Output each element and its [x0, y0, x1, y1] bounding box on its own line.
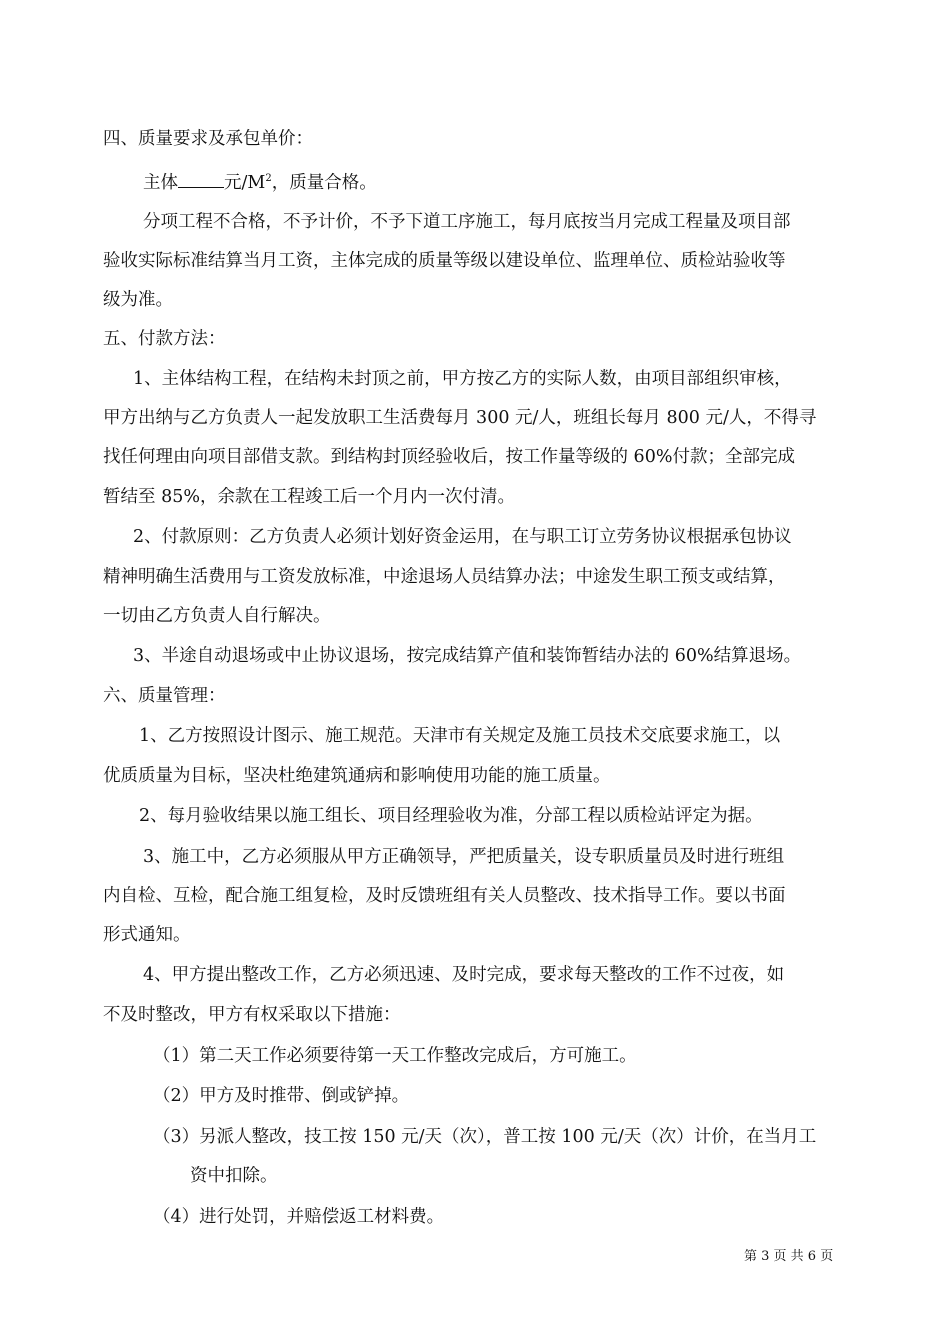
price-blank — [178, 170, 224, 188]
section6-measure: 资中扣除。 — [190, 1166, 278, 1186]
price-unit-sup: 2 — [265, 173, 272, 185]
section4-heading: 四、质量要求及承包单价： — [103, 129, 313, 149]
section4-para-line: 分项工程不合格，不予计价，不予下道工序施工，每月底按当月完成工程量及项目部 — [143, 212, 791, 232]
section6-measure: （1）第二天工作必须要待第一天工作整改完成后，方可施工。 — [153, 1046, 637, 1066]
section5-item1-line: 找任何理由向项目部借支款。到结构封顶经验收后，按工作量等级的 60%付款；全部完成 — [103, 447, 795, 467]
section6-item4-line: 不及时整改，甲方有权采取以下措施： — [103, 1005, 401, 1025]
price-unit: 元/M — [224, 173, 266, 193]
section5-item1-line: 暂结至 85%，余款在工程竣工后一个月内一次付清。 — [103, 487, 515, 507]
section5-item2-line: 2、付款原则：乙方负责人必须计划好资金运用，在与职工订立劳务协议根据承包协议 — [133, 527, 792, 547]
price-suffix: ，质量合格。 — [271, 173, 377, 193]
section5-item2-line: 一切由乙方负责人自行解决。 — [103, 606, 331, 626]
section6-item3-line: 3、施工中，乙方必须服从甲方正确领导，严把质量关，设专职质量员及时进行班组 — [143, 847, 785, 867]
section6-item3-line: 形式通知。 — [103, 925, 191, 945]
section5-item3-line: 3、半途自动退场或中止协议退场，按完成结算产值和装饰暂结办法的 60%结算退场。 — [133, 646, 802, 666]
section6-item3-line: 内自检、互检，配合施工组复检，及时反馈班组有关人员整改、技术指导工作。要以书面 — [103, 886, 786, 906]
section6-item4-line: 4、甲方提出整改工作，乙方必须迅速、及时完成，要求每天整改的工作不过夜，如 — [143, 965, 785, 985]
price-line — [143, 170, 377, 192]
page-number: 第 3 页 共 6 页 — [744, 1249, 834, 1264]
price-prefix: 主体 — [143, 173, 178, 193]
section4-para-line: 验收实际标准结算当月工资，主体完成的质量等级以建设单位、监理单位、质检站验收等 — [103, 251, 786, 271]
section6-item2-line: 2、每月验收结果以施工组长、项目经理验收为准，分部工程以质检站评定为据。 — [139, 806, 763, 826]
section5-item2-line: 精神明确生活费用与工资发放标准，中途退场人员结算办法；中途发生职工预支或结算， — [103, 567, 786, 587]
section6-measure: （4）进行处罚，并赔偿返工材料费。 — [153, 1207, 445, 1227]
section5-item1-line: 甲方出纳与乙方负责人一起发放职工生活费每月 300 元/人，班组长每月 800 元/人，不得寻 — [103, 408, 817, 428]
section5-heading: 五、付款方法： — [103, 329, 226, 349]
section6-measure: （3）另派人整改，技工按 150 元/天（次），普工按 100 元/天（次）计价，在当月工 — [153, 1127, 817, 1147]
section6-heading: 六、质量管理： — [103, 686, 226, 706]
section4-para-line: 级为准。 — [103, 290, 173, 310]
section6-measure: （2）甲方及时推带、倒或铲掉。 — [153, 1086, 410, 1106]
section5-item1-line: 1、主体结构工程，在结构未封顶之前，甲方按乙方的实际人数，由项目部组织审核， — [133, 369, 792, 389]
section6-item1-line: 优质质量为目标，坚决杜绝建筑通病和影响使用功能的施工质量。 — [103, 766, 611, 786]
section6-item1-line: 1、乙方按照设计图示、施工规范。天津市有关规定及施工员技术交底要求施工，以 — [139, 726, 781, 746]
